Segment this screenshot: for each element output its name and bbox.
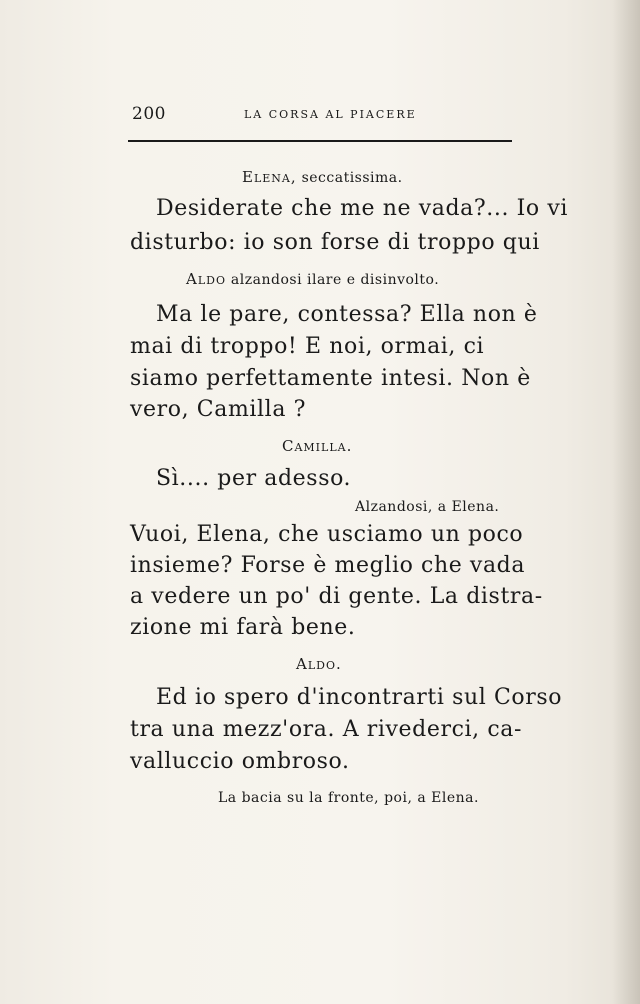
dialogue-line: mai di troppo! E noi, ormai, ci [130, 334, 485, 359]
dialogue-line: Vuoi, Elena, che usciamo un poco [130, 522, 524, 547]
stage-direction: La bacia su la fronte, poi, a Elena. [218, 790, 479, 806]
dialogue-line: tra una mezz'ora. A rivederci, ca- [130, 717, 523, 742]
speaker-name: Aldo [186, 270, 226, 288]
page-header [132, 104, 512, 128]
dialogue-line: valluccio ombroso. [130, 749, 350, 774]
dialogue-line: vero, Camilla ? [130, 397, 307, 422]
dialogue-line: Sì.... per adesso. [156, 466, 352, 491]
speaker-elena [242, 168, 403, 186]
stage-direction: alzandosi ilare e disinvolto. [225, 272, 440, 288]
page-edge-shadow [612, 0, 640, 1004]
header-rule [128, 140, 512, 142]
speaker-aldo [186, 270, 439, 288]
running-title: LA CORSA AL PIACERE [244, 108, 417, 121]
speaker-aldo-2: Aldo. [296, 655, 342, 673]
speaker-camilla: Camilla. [282, 437, 353, 455]
stage-direction: seccatissima. [296, 170, 403, 186]
dialogue-line: zione mi farà bene. [130, 615, 356, 640]
dialogue-line: insieme? Forse è meglio che vada [130, 553, 526, 578]
dialogue-line: a vedere un po' di gente. La distra- [130, 584, 543, 609]
dialogue-line: Desiderate che me ne vada?... Io vi [156, 196, 569, 221]
dialogue-line: Ed io spero d'incontrarti sul Corso [156, 685, 563, 710]
dialogue-line: siamo perfettamente intesi. Non è [130, 366, 531, 391]
stage-direction: Alzandosi, a Elena. [355, 499, 500, 515]
speaker-name: Elena, [242, 168, 297, 186]
page-number: 200 [132, 104, 166, 124]
dialogue-line: Ma le pare, contessa? Ella non è [156, 302, 538, 327]
dialogue-line: disturbo: io son forse di troppo qui [130, 230, 540, 255]
